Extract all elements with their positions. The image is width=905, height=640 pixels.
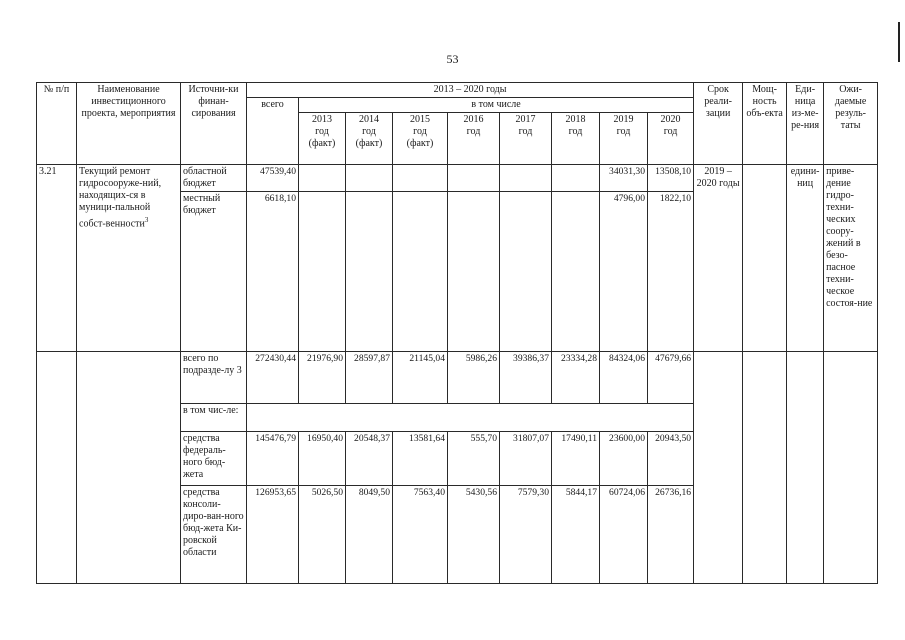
consolidated-2019: 60724,06 <box>600 486 648 584</box>
subtotal-2020: 47679,66 <box>648 352 694 404</box>
item-results: приве-дение гидро-техни-ческих соору-жений в безо-пасное техни-ческое состоя-ние <box>824 165 878 352</box>
header-unit: Еди-ница из-ме-ре-ния <box>787 83 824 165</box>
subtotal-2014: 28597,87 <box>346 352 393 404</box>
header-results: Ожи-даемые резуль-таты <box>824 83 878 165</box>
consolidated-2020: 26736,16 <box>648 486 694 584</box>
federal-total: 145476,79 <box>247 432 299 486</box>
subtotal-total: 272430,44 <box>247 352 299 404</box>
source-consolidated: средства консоли-диро-ван-ного бюд-жета Ки-ровской области <box>181 486 247 584</box>
consolidated-total: 126953,65 <box>247 486 299 584</box>
value-2017 <box>500 165 552 192</box>
header-year-2016: 2016 год <box>448 113 500 165</box>
consolidated-2013: 5026,50 <box>299 486 346 584</box>
federal-2016: 555,70 <box>448 432 500 486</box>
federal-2019: 23600,00 <box>600 432 648 486</box>
header-num: № п/п <box>37 83 77 165</box>
value-2015 <box>393 192 448 352</box>
including-label: в том чис-ле: <box>181 404 247 432</box>
value-2018 <box>552 192 600 352</box>
subtotal-term-empty <box>694 352 743 584</box>
item-num: 3.21 <box>37 165 77 352</box>
value-2016 <box>448 165 500 192</box>
item-capacity <box>743 165 787 352</box>
consolidated-2015: 7563,40 <box>393 486 448 584</box>
source-local: местный бюджет <box>181 192 247 352</box>
federal-2013: 16950,40 <box>299 432 346 486</box>
page-number: 53 <box>446 52 459 66</box>
source-regional: областной бюджет <box>181 165 247 192</box>
subtotal-2018: 23334,28 <box>552 352 600 404</box>
header-row-1 <box>37 83 878 98</box>
federal-2020: 20943,50 <box>648 432 694 486</box>
value-2013 <box>299 165 346 192</box>
consolidated-2017: 7579,30 <box>500 486 552 584</box>
subtotal-name-empty <box>77 352 181 584</box>
value-2019: 34031,30 <box>600 165 648 192</box>
subtotal-num-empty <box>37 352 77 584</box>
header-year-2018: 2018 год <box>552 113 600 165</box>
header-year-2014: 2014 год (факт) <box>346 113 393 165</box>
consolidated-2016: 5430,56 <box>448 486 500 584</box>
value-total: 6618,10 <box>247 192 299 352</box>
value-total: 47539,40 <box>247 165 299 192</box>
subtotal-source: всего по подразде-лу 3 <box>181 352 247 404</box>
subtotal-results-empty <box>824 352 878 584</box>
subtotal-2016: 5986,26 <box>448 352 500 404</box>
header-including: в том числе <box>299 98 694 113</box>
header-capacity: Мощ-ность объ-екта <box>743 83 787 165</box>
header-period: 2013 – 2020 годы <box>247 83 694 98</box>
header-funding-source: Источни-ки финан-сирования <box>181 83 247 165</box>
subtotal-2013: 21976,90 <box>299 352 346 404</box>
header-project-name: Наименование инвестиционного проекта, мероприятия <box>77 83 181 165</box>
value-2020: 13508,10 <box>648 165 694 192</box>
header-year-2019: 2019 год <box>600 113 648 165</box>
including-empty <box>247 404 694 432</box>
subtotal-unit-empty <box>787 352 824 584</box>
header-year-2017: 2017 год <box>500 113 552 165</box>
subtotal-2015: 21145,04 <box>393 352 448 404</box>
header-term: Срок реали-зации <box>694 83 743 165</box>
item-name: Текущий ремонт гидросооруже-ний, находящих-ся в муници-пальной собст-венности$^3$ <box>77 165 181 352</box>
item-term: 2019 – 2020 годы <box>694 165 743 352</box>
federal-2014: 20548,37 <box>346 432 393 486</box>
federal-2017: 31807,07 <box>500 432 552 486</box>
value-2016 <box>448 192 500 352</box>
header-total: всего <box>247 98 299 165</box>
value-2018 <box>552 165 600 192</box>
value-2014 <box>346 192 393 352</box>
value-2020: 1822,10 <box>648 192 694 352</box>
investment-table <box>36 82 878 584</box>
value-2013 <box>299 192 346 352</box>
federal-2018: 17490,11 <box>552 432 600 486</box>
source-federal: средства федераль-ного бюд-жета <box>181 432 247 486</box>
value-2015 <box>393 165 448 192</box>
header-year-2020: 2020 год <box>648 113 694 165</box>
subtotal-capacity-empty <box>743 352 787 584</box>
header-year-2013: 2013 год (факт) <box>299 113 346 165</box>
subtotal-2017: 39386,37 <box>500 352 552 404</box>
consolidated-2014: 8049,50 <box>346 486 393 584</box>
subtotal-row <box>37 352 878 404</box>
header-year-2015: 2015 год (факт) <box>393 113 448 165</box>
value-2017 <box>500 192 552 352</box>
item-row-regional <box>37 165 878 192</box>
consolidated-2018: 5844,17 <box>552 486 600 584</box>
item-unit: едини-ниц <box>787 165 824 352</box>
federal-2015: 13581,64 <box>393 432 448 486</box>
subtotal-2019: 84324,06 <box>600 352 648 404</box>
value-2019: 4796,00 <box>600 192 648 352</box>
value-2014 <box>346 165 393 192</box>
